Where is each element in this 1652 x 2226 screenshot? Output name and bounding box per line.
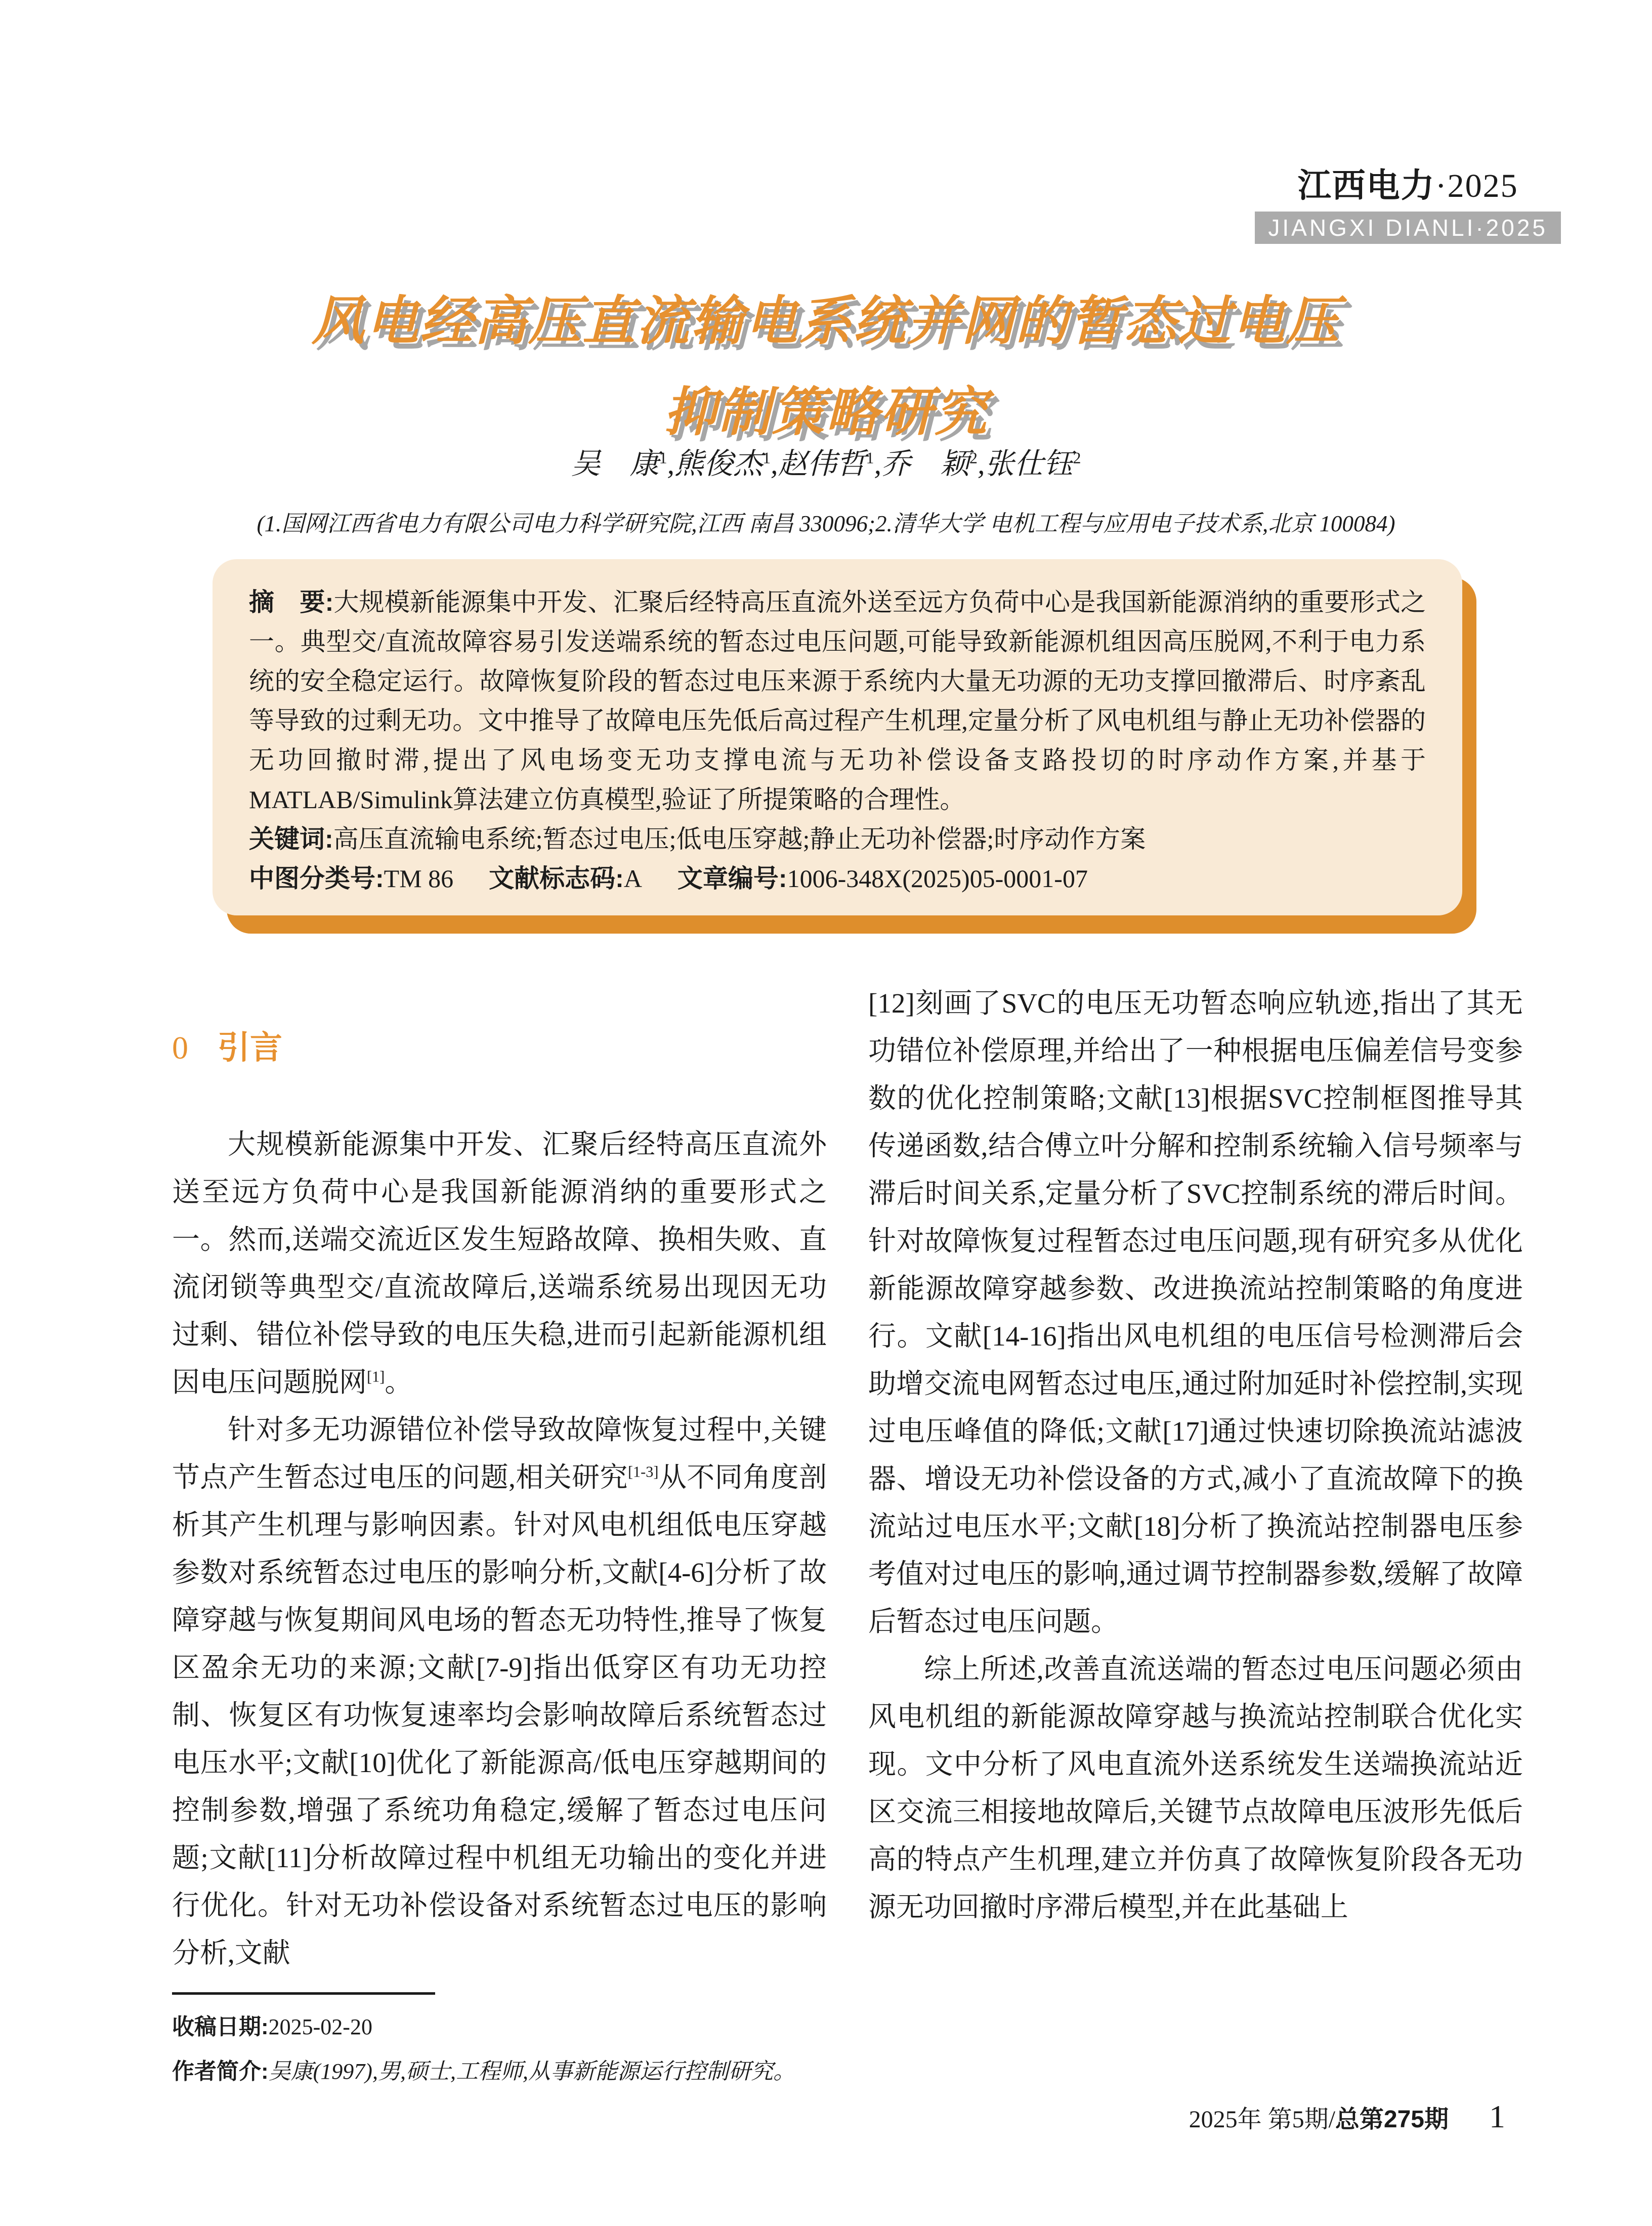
paragraph [172,1406,827,1977]
paragraph [172,1121,827,1406]
author-bio-line [172,2049,827,2094]
section-heading-introduction [172,1031,827,1064]
right-column [868,961,1523,2094]
received-date-label: 收稿日期: [172,2014,269,2039]
abstract-text: 大规模新能源集中开发、汇聚后经特高压直流外送至远方负荷中心是我国新能源消纳的重要形式之一。典型交/直流故障容易引发送端系统的暂态过电压问题,可能导致新能源机组因高压脱网,不利于电力系统的安全稳定运行。故障恢复阶段的暂态过电压来源于系统内大量无功源的无功支撑回撤滞后、时序紊乱等导致的过剩无功。文中推导了故障电压先低后高过程产生机理,定量分析了风电机组与静止无功补偿器的无功回撤时滞,提出了风电场变无功支撑电流与无功补偿设备支路投切的时序动作方案,并基于MATLAB/Simulink算法建立仿真模型,验证了所提策略的合理性。 [249,588,1426,814]
paragraph-text: 。 [385,1367,413,1398]
paragraph [868,1646,1523,1931]
article-id-label: 文章编号: [677,864,787,893]
paragraph-text: 大规模新能源集中开发、汇聚后经特高压直流外送至远方负荷中心是我国新能源消纳的重要形式之一。然而,送端交流近区发生短路故障、换相失败、直流闭锁等典型交/直流故障后,送端系统易出现因无功过剩、错位补偿导致的电压失稳,进而引起新能源机组因电压问题脱网 [172,1129,827,1398]
author-name: 熊俊杰 [674,447,763,480]
author-5 [978,447,1081,480]
citation-ref: [1] [367,1368,385,1385]
journal-name-cn: 江西电力 [1297,166,1435,204]
section-title: 引言 [218,1029,282,1066]
author-name: 吴 康 [571,447,659,480]
footnote-block [172,1992,827,2094]
author-separator: , [771,447,778,480]
paragraph [868,980,1523,1646]
issue-info: 2025年 第5期/ [1189,2106,1335,2133]
section-number: 0 [172,1030,188,1066]
document-code-label: 文献标志码: [489,864,624,893]
author-affiliation-mark: 2 [969,449,978,467]
author-separator: , [874,447,881,480]
keywords-line [249,819,1426,859]
clc-value: TM 86 [384,864,454,893]
two-column-body [172,961,1523,2094]
page-footer [0,2099,1652,2137]
clc-label: 中图分类号: [249,864,384,893]
abstract-paragraph [249,582,1426,819]
journal-name [1255,168,1561,203]
author-3 [771,447,874,480]
paragraph-text: [12]刻画了SVC的电压无功暂态响应轨迹,指出了其无功错位补偿原理,并给出了一种根据电压偏差信号变参数的优化控制策略;文献[13]根据SVC控制框图推导其传递函数,结合傅立叶分解和控制系统输入信号频率与滞后时间关系,定量分析了SVC控制系统的滞后时间。针对故障恢复过程暂态过电压问题,现有研究多从优化新能源故障穿越参数、改进换流站控制策略的角度进行。文献[14-16]指出风电机组的电压信号检测滞后会助增交流电网暂态过电压,通过附加延时补偿控制,实现过电压峰值的降低;文献[17]通过快速切除换流站滤波器、增设无功补偿设备的方式,减小了直流故障下的换流站过电压水平;文献[18]分析了换流站控制器电压参考值对过电压的影响,通过调节控制器参数,缓解了故障后暂态过电压问题。 [868,988,1523,1637]
paragraph-text: 针对多无功源错位补偿导致故障恢复过程中,关键节点产生暂态过电压的问题,相关研究 [172,1414,827,1493]
author-name: 乔 颖 [881,447,969,480]
left-column [172,961,827,2094]
author-1 [571,447,667,480]
paper-title [0,276,1652,458]
clc-line [249,859,1426,898]
author-separator: , [977,447,985,480]
journal-name-en-bar: JIANGXI DIANLI·2025 [1255,212,1561,244]
paragraph-text: 从不同角度剖析其产生机理与影响因素。针对风电机组低电压穿越参数对系统暂态过电压的影响分析,文献[4-6]分析了故障穿越与恢复期间风电场的暂态无功特性,推导了恢复区盈余无功的来源;文献[7-9]指出低穿区有功无功控制、恢复区有功恢复速率均会影响故障后系统暂态过电压水平;文献[10]优化了新能源高/低电压穿越期间的控制参数,增强了系统功角稳定,缓解了暂态过电压问题;文献[11]分析故障过程中机组无功输出的变化并进行优化。针对无功补偿设备对系统暂态过电压的影响分析,文献 [172,1462,827,1968]
author-bio-label: 作者简介: [172,2059,269,2084]
authors-line [0,446,1652,482]
author-bio-value: 吴康(1997),男,硕士,工程师,从事新能源运行控制研究。 [268,2059,795,2084]
journal-header [1255,168,1561,244]
journal-year: ·2025 [1435,167,1518,204]
author-4 [874,447,977,480]
page-number: 1 [1489,2098,1505,2134]
author-affiliation-mark: 1 [866,449,874,467]
keywords-label: 关键词: [249,825,333,853]
author-affiliation-mark: 1 [659,449,667,467]
author-affiliation-mark: 1 [763,449,771,467]
abstract-label: 摘 要: [249,588,334,616]
author-separator: , [667,447,675,480]
abstract-box [213,559,1462,915]
issue-total: 总第275期 [1335,2106,1449,2133]
paper-title-line-1: 风电经高压直流输电系统并网的暂态过电压 [311,292,1340,351]
affiliation-line: (1.国网江西省电力有限公司电力科学研究院,江西 南昌 330096;2.清华大学 电机工程与应用电子技术系,北京 100084) [257,511,1395,536]
footnote-divider [172,1992,435,1995]
article-id-value: 1006-348X(2025)05-0001-07 [787,864,1088,893]
author-affiliation-mark: 2 [1073,449,1081,467]
received-date-line [172,2005,827,2049]
author-name: 张仕钰 [985,447,1073,480]
received-date-value: 2025-02-20 [268,2014,372,2039]
paragraph-text: 综上所述,改善直流送端的暂态过电压问题必须由风电机组的新能源故障穿越与换流站控制联合优化实现。文中分析了风电直流外送系统发生送端换流站近区交流三相接地故障后,关键节点故障电压波形先低后高的特点产生机理,建立并仿真了故障恢复阶段各无功源无功回撤时序滞后模型,并在此基础上 [868,1654,1523,1922]
author-name: 赵伟哲 [778,447,866,480]
citation-ref: [1-3] [627,1463,659,1481]
abstract-box-inner [213,559,1462,915]
paper-title-line-2: 抑制策略研究 [663,383,989,442]
keywords-text: 高压直流输电系统;暂态过电压;低电压穿越;静止无功补偿器;时序动作方案 [333,825,1146,853]
document-code-value: A [623,864,642,893]
author-2 [667,447,771,480]
